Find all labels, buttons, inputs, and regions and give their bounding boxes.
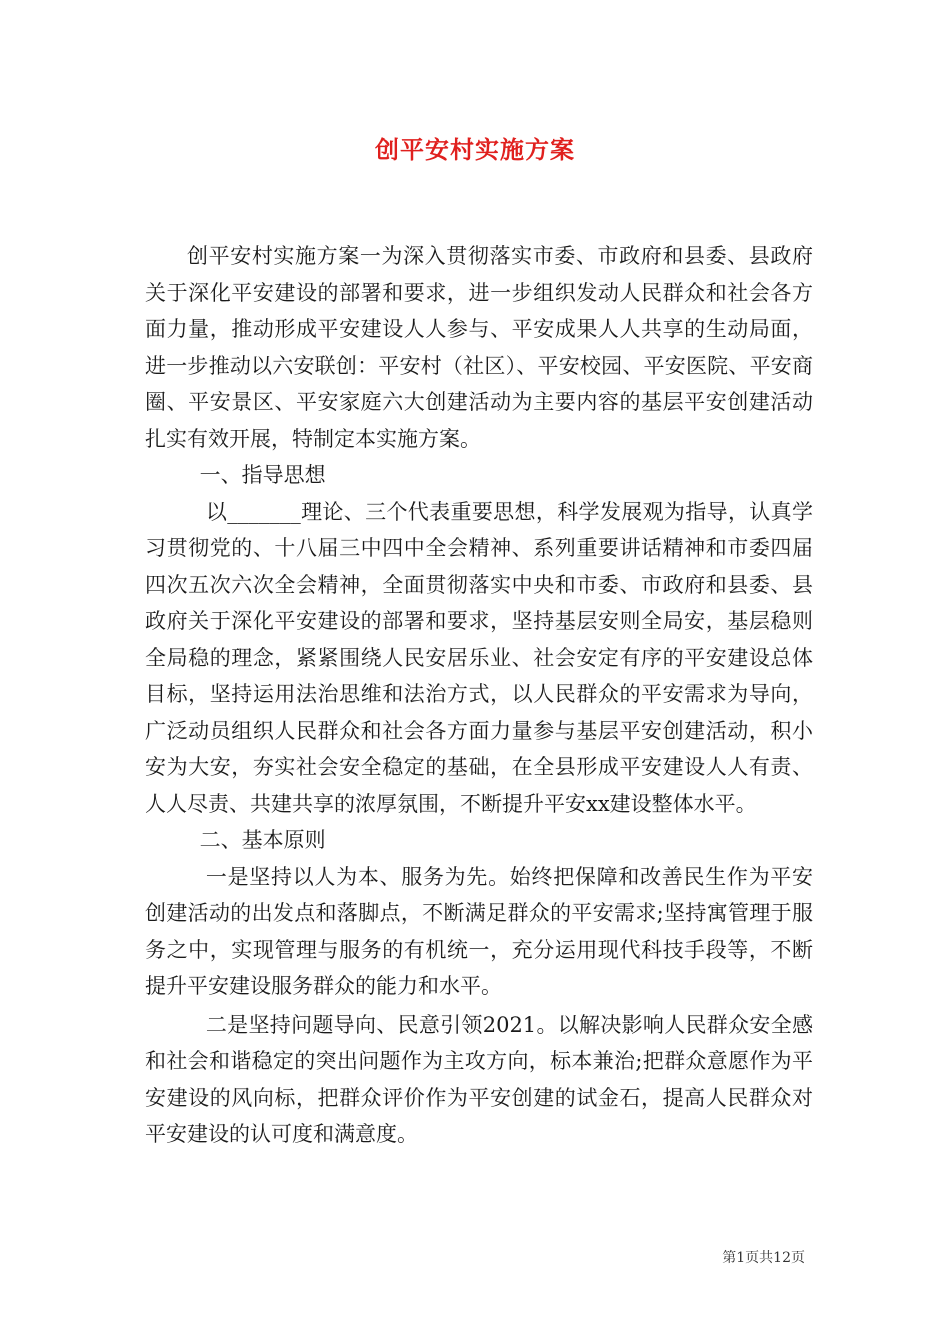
paragraph-principle-one: 一是坚持以人为本、服务为先。始终把保障和改善民生作为平安创建活动的出发点和落脚点，不断满足群众的平安需求;坚持寓管理于服务之中，实现管理与服务的有机统一，充分运用现代科技手段等，不断提升平安建设服务群众的能力和水平。 (145, 864, 813, 998)
document-body (145, 238, 813, 1153)
page-number-footer: 第1页共12页 (722, 1250, 805, 1266)
paragraph-principle-two: 二是坚持问题导向、民意引领2021。以解决影响人民群众安全感和社会和谐稳定的突出问题作为主攻方向，标本兼治;把群众意愿作为平安建设的风向标，把群众评价作为平安创建的试金石，提高人民群众对平安建设的认可度和满意度。 (145, 1012, 813, 1146)
section-heading-guiding-ideology: 一、指导思想 (199, 463, 326, 487)
paragraph-guiding-ideology: 以_______理论、三个代表重要思想，科学发展观为指导，认真学习贯彻党的、十八届三中四中全会精神、系列重要讲话精神和市委四届四次五次六次全会精神，全面贯彻落实中央和市委、市政府和县委、县政府关于深化平安建设的部署和要求，坚持基层安则全局安，基层稳则全局稳的理念，紧紧围绕人民安居乐业、社会安定有序的平安建设总体目标，坚持运用法治思维和法治方式，以人民群众的平安需求为导向，广泛动员组织人民群众和社会各方面力量参与基层平安创建活动，积小安为大安，夯实社会安全稳定的基础，在全县形成平安建设人人有责、人人尽责、共建共享的浓厚氛围，不断提升平安xx建设整体水平。 (145, 499, 813, 816)
section-heading-basic-principles: 二、基本原则 (199, 828, 326, 852)
document-title: 创平安村实施方案 (375, 135, 575, 164)
paragraph-intro: 创平安村实施方案一为深入贯彻落实市委、市政府和县委、县政府关于深化平安建设的部署和要求，进一步组织发动人民群众和社会各方面力量，推动形成平安建设人人参与、平安成果人人共享的生动局面，进一步推动以六安联创：平安村（社区）、平安校园、平安医院、平安商圈、平安景区、平安家庭六大创建活动为主要内容的基层平安创建活动扎实有效开展，特制定本实施方案。 (145, 244, 813, 451)
